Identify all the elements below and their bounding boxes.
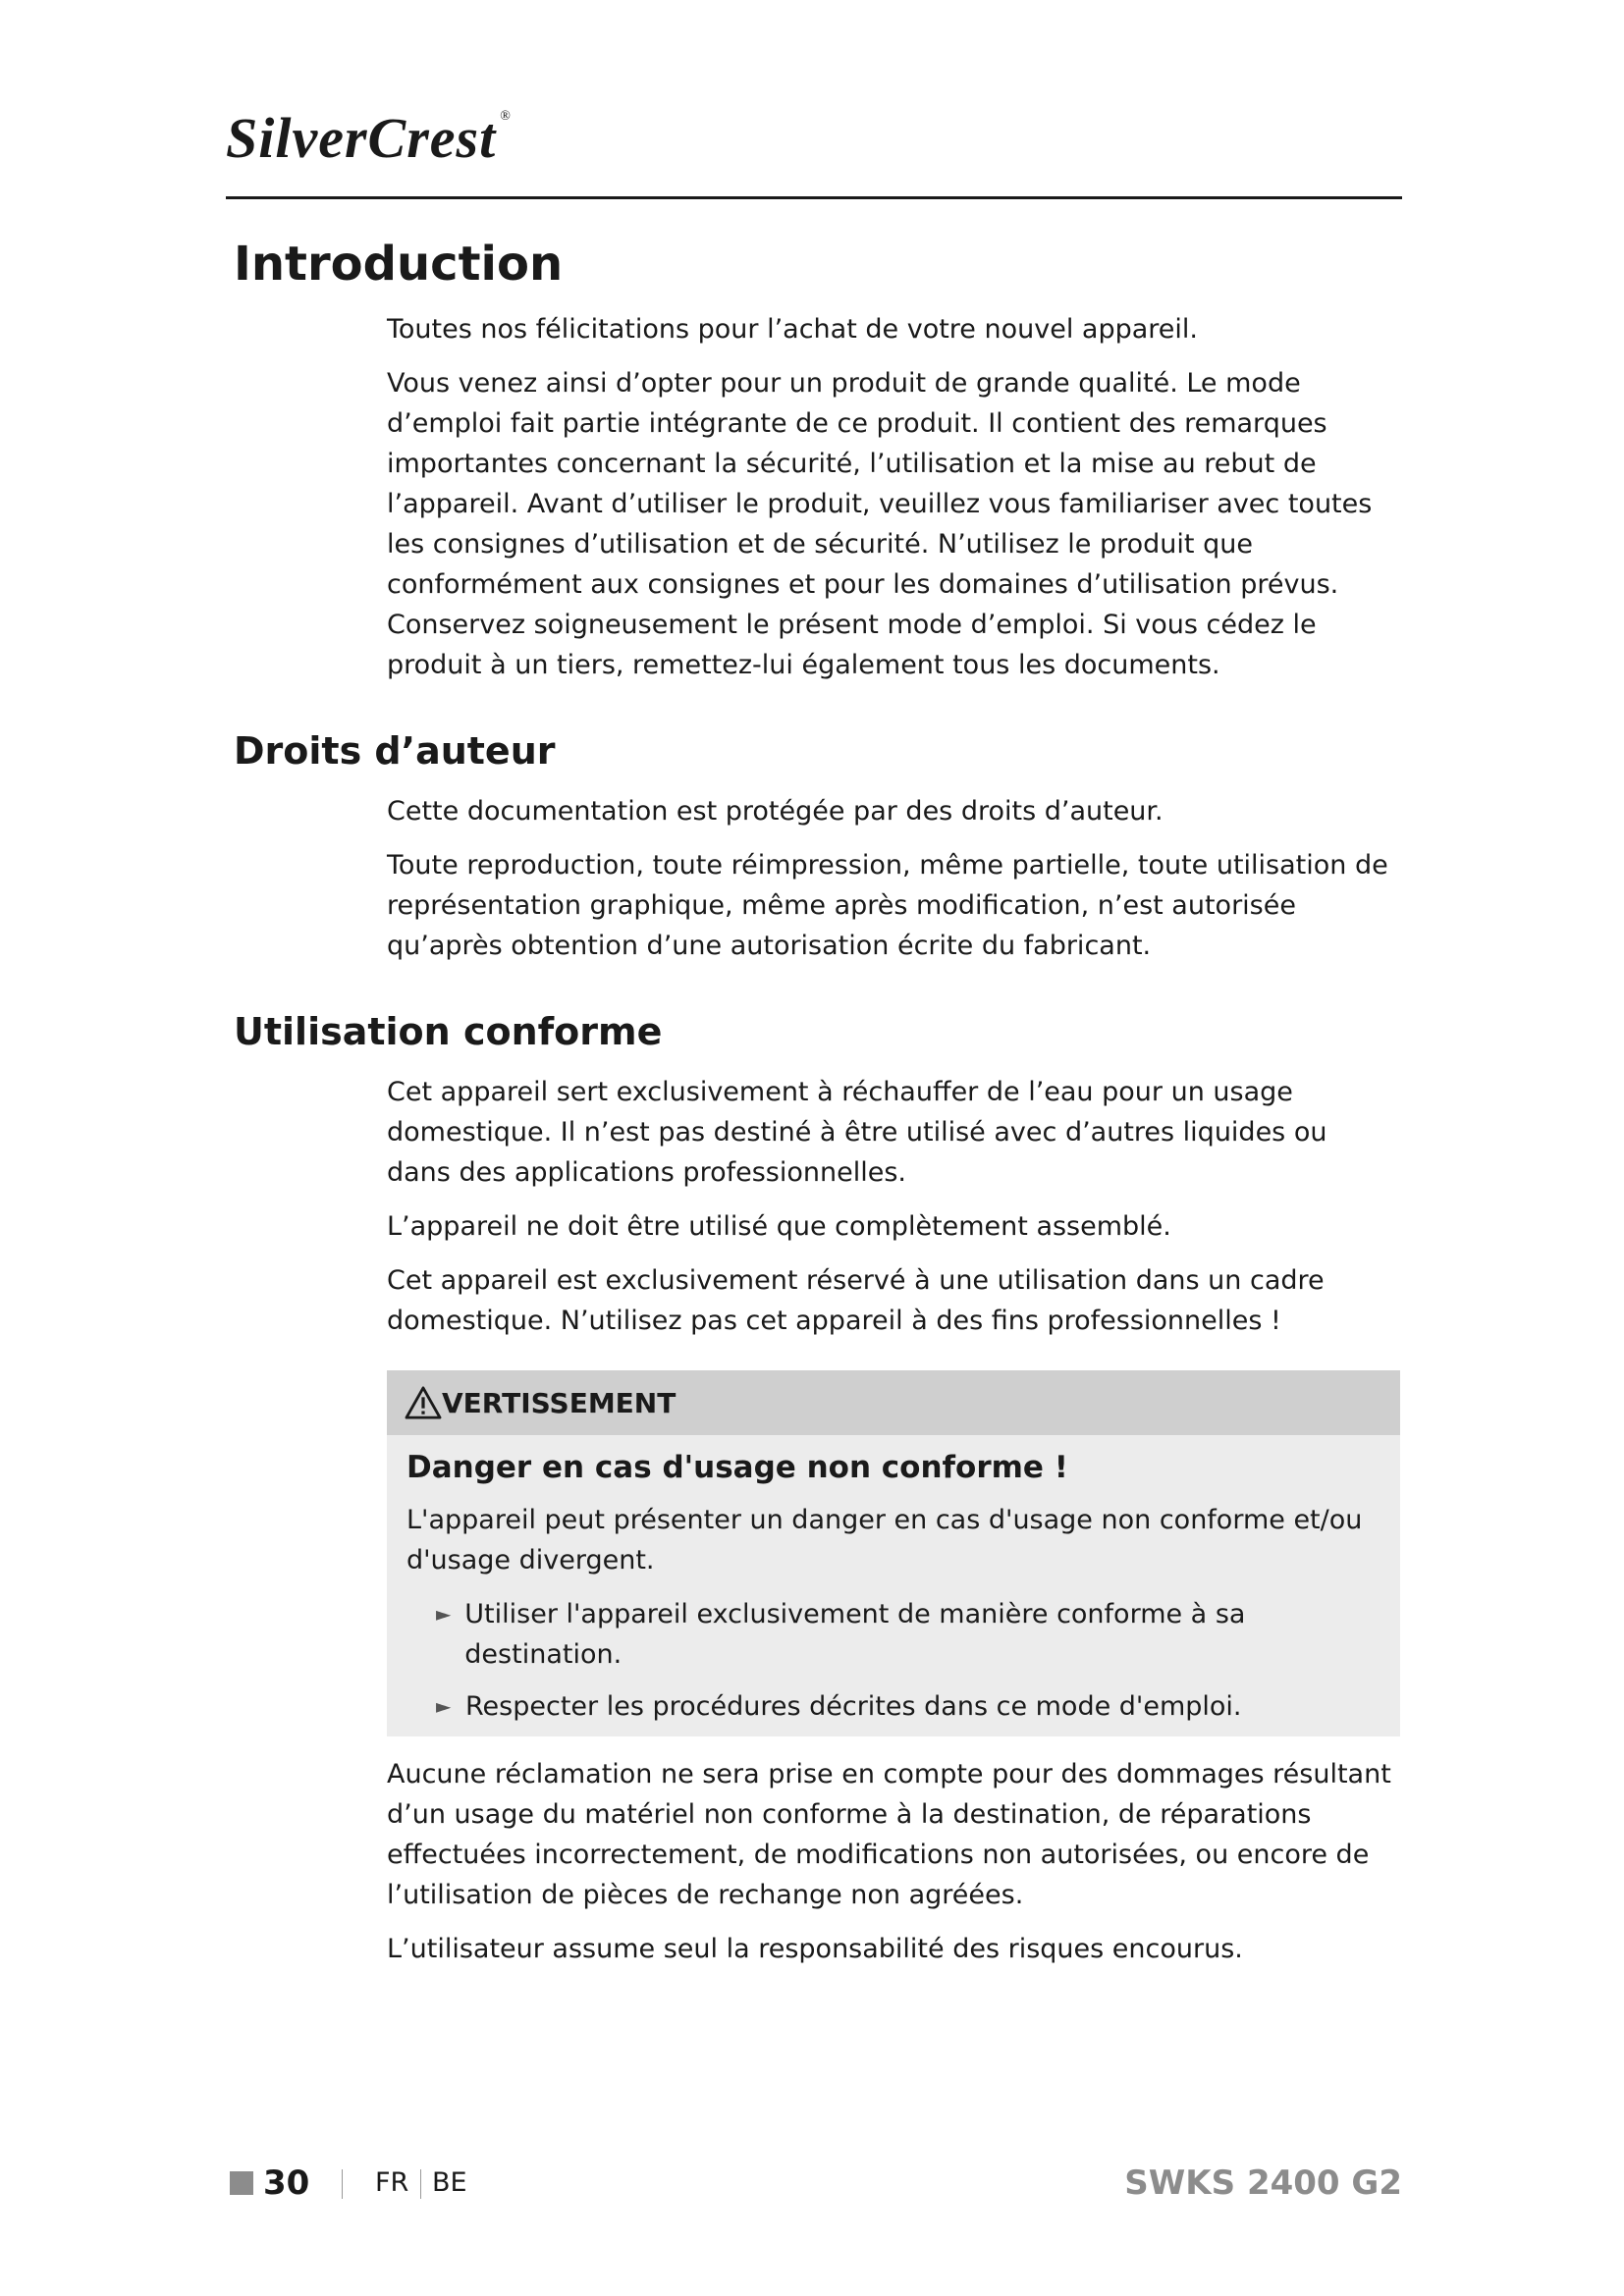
- section-title-introduction: Introduction: [234, 237, 564, 292]
- warning-title: VERTISSEMENT: [442, 1386, 677, 1419]
- usage-paragraph-4: Aucune réclamation ne sera prise en compte pour des dommages résultant d’un usage du matériel non conforme à la destination, de réparations effectuées incorrectement, de modifications non autorisées, ou encore de l’utilisation de pièces de rechange non agréées.: [387, 1759, 1391, 1910]
- warning-body: [387, 1435, 1400, 1736]
- usage-paragraph-1: Cet appareil sert exclusivement à réchauffer de l’eau pour un usage domestique. Il n’est pas destiné à être utilisé avec d’autres liquides ou dans des applications professionnelles.: [387, 1077, 1327, 1188]
- trademark: ®: [500, 109, 512, 124]
- brand-name: SilverCrest: [226, 106, 497, 170]
- usage-paragraph-3: Cet appareil est exclusivement réservé à une utilisation dans un cadre domestique. N’utilisez pas cet appareil à des fins professionnelles !: [387, 1265, 1325, 1336]
- warning-bullet: [436, 1594, 1380, 1675]
- footer-separator: [420, 2169, 421, 2199]
- warning-triangle-icon: [405, 1386, 442, 1419]
- copyright-body: [387, 791, 1398, 966]
- language-code-fr: FR: [375, 2167, 409, 2198]
- page-number: 30: [263, 2163, 310, 2203]
- copyright-paragraph-2: Toute reproduction, toute réimpression, même partielle, toute utilisation de représentation graphique, même après modification, n’est autorisée qu’après obtention d’une autorisation écrite du fabricant.: [387, 850, 1388, 961]
- usage-paragraph-2: L’appareil ne doit être utilisé que complètement assemblé.: [387, 1211, 1171, 1242]
- introduction-body: [387, 309, 1398, 685]
- section-title-usage: Utilisation conforme: [234, 1010, 663, 1053]
- copyright-paragraph-1: Cette documentation est protégée par des droits d’auteur.: [387, 796, 1164, 827]
- bullet-arrow-icon: ►: [436, 1694, 452, 1718]
- footer-separator: [342, 2169, 343, 2199]
- language-code-be: BE: [432, 2167, 467, 2198]
- usage-body: [387, 1072, 1398, 1969]
- intro-paragraph-1: Toutes nos félicitations pour l’achat de votre nouvel appareil.: [387, 314, 1198, 345]
- warning-bullet: [436, 1686, 1380, 1727]
- warning-text: L'appareil peut présenter un danger en cas d'usage non conforme et/ou d'usage divergent.: [406, 1505, 1363, 1575]
- model-number: SWKS 2400 G2: [1124, 2163, 1402, 2203]
- warning-subtitle: Danger en cas d'usage non conforme !: [406, 1450, 1068, 1485]
- footer-square-icon: [230, 2171, 253, 2195]
- usage-paragraph-5: L’utilisateur assume seul la responsabilité des risques encourus.: [387, 1934, 1243, 1964]
- bullet-arrow-icon: ►: [436, 1602, 452, 1626]
- brand-logo: [226, 106, 512, 170]
- warning-box: [387, 1370, 1400, 1736]
- page-footer: [226, 2160, 1402, 2209]
- warning-bullet-text: Respecter les procédures décrites dans ce mode d'emploi.: [465, 1691, 1242, 1722]
- header-rule: [226, 196, 1402, 199]
- page-content: [234, 237, 1402, 1969]
- warning-header: [387, 1370, 1400, 1435]
- intro-paragraph-2: Vous venez ainsi d’opter pour un produit de grande qualité. Le mode d’emploi fait partie intégrante de ce produit. Il contient des remarques importantes concernant la sécurité, l’utilisation et la mise au rebut de l’appareil. Avant d’utiliser le produit, veuillez vous familiariser avec toutes les consignes d’utilisation et de sécurité. N’utilisez le produit que conformément aux consignes et pour les domaines d’utilisation prévus. Conservez soigneusement le présent mode d’emploi. Si vous cédez le produit à un tiers, remettez-lui également tous les documents.: [387, 368, 1373, 680]
- warning-bullet-text: Utiliser l'appareil exclusivement de manière conforme à sa destination.: [464, 1599, 1246, 1670]
- section-title-copyright: Droits d’auteur: [234, 729, 556, 773]
